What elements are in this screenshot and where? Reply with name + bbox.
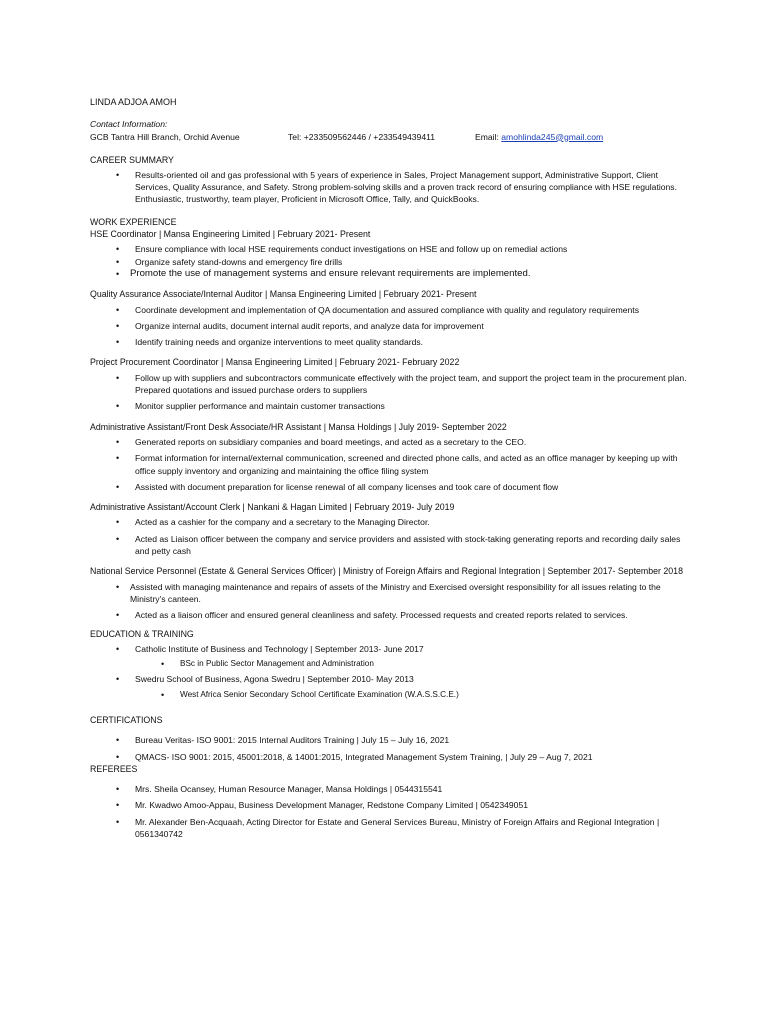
job-title: National Service Personnel (Estate & General Services Officer) | Ministry of Foreign Affairs and Regional Integration | September 2017- September 2018 — [90, 566, 683, 577]
job-bullet: • Acted as Liaison officer between the company and service providers and assisted with stock-taking generating reports and recording daily sales and petty cash — [90, 533, 690, 558]
job-bullets — [90, 243, 690, 280]
job-bullets — [90, 372, 690, 413]
job-bullet: • Acted as a cashier for the company and a secretary to the Managing Director. — [90, 516, 690, 528]
job-bullets — [90, 581, 690, 622]
job-bullet: • Ensure compliance with local HSE requirements conduct investigations on HSE and follow up on remedial actions — [90, 243, 690, 255]
referee-item: • Mrs. Sheila Ocansey, Human Resource Manager, Mansa Holdings | 0544315541 — [90, 783, 690, 795]
job-bullets — [90, 516, 690, 557]
job-title: Administrative Assistant/Account Clerk | Nankani & Hagan Limited | February 2019- July 2019 — [90, 502, 455, 513]
education-heading: EDUCATION & TRAINING — [90, 628, 194, 639]
education-list — [90, 643, 690, 655]
email-link[interactable]: amohlinda245@gmail.com — [501, 131, 604, 142]
career-summary-bullet: • Results-oriented oil and gas professional with 5 years of experience in Sales, Project Management support, Administrative Support, Client Services, Quality Assurance, and Safety. Strong problem-solving skills and a proven track record of ensuring compliance with HSE regulations. Enthusiastic, trustworthy, team player, Proficient in Microsoft Office, Tally, and QuickBooks. — [90, 169, 690, 206]
job-bullet: • Assisted with managing maintenance and repairs of assets of the Ministry and Exercised oversight responsibility for all issues relating to the Ministry's canteen. — [90, 581, 690, 606]
email-label: Email: — [475, 131, 499, 142]
job-bullet: • Monitor supplier performance and maintain customer transactions — [90, 400, 690, 412]
referee-item: • Mr. Kwadwo Amoo-Appau, Business Development Manager, Redstone Company Limited | 0542349051 — [90, 799, 690, 811]
job-bullets — [90, 436, 690, 493]
education-list — [90, 673, 690, 685]
contact-address: GCB Tantra Hill Branch, Orchid Avenue — [90, 131, 240, 142]
resume-document — [90, 96, 690, 844]
job-bullet: • Identify training needs and organize interventions to meet quality standards. — [90, 336, 690, 348]
education-detail: • West Africa Senior Secondary School Certificate Examination (W.A.S.S.C.E.) — [90, 689, 690, 701]
job-bullet: • Assisted with document preparation for license renewal of all company licenses and took care of document flow — [90, 481, 690, 493]
certification-item: • Bureau Veritas- ISO 9001: 2015 Internal Auditors Training | July 15 – July 16, 2021 — [90, 734, 690, 746]
job-bullets — [90, 304, 690, 349]
job-bullet: • Promote the use of management systems and ensure relevant requirements are implemented. — [90, 268, 690, 280]
education-detail-list — [90, 689, 690, 701]
education-school: • Catholic Institute of Business and Technology | September 2013- June 2017 — [90, 643, 690, 655]
education-school: • Swedru School of Business, Agona Swedru | September 2010- May 2013 — [90, 673, 690, 685]
job-bullet: • Generated reports on subsidiary companies and board meetings, and acted as a secretary to the CEO. — [90, 436, 690, 448]
career-summary-list — [90, 169, 690, 206]
certifications-list — [90, 734, 690, 763]
job-title: Project Procurement Coordinator | Mansa Engineering Limited | February 2021- February 2022 — [90, 357, 460, 368]
job-title: HSE Coordinator | Mansa Engineering Limited | February 2021- Present — [90, 229, 371, 240]
contact-row — [90, 131, 690, 144]
work-experience-heading: WORK EXPERIENCE — [90, 216, 177, 227]
job-title: Quality Assurance Associate/Internal Auditor | Mansa Engineering Limited | February 2021- Present — [90, 289, 477, 300]
education-detail: • BSc in Public Sector Management and Administration — [90, 658, 690, 670]
referees-list — [90, 783, 690, 840]
job-bullet: • Organize safety stand-downs and emergency fire drills — [90, 256, 690, 268]
referee-item: • Mr. Alexander Ben-Acquaah, Acting Director for Estate and General Services Bureau, Ministry of Foreign Affairs and Regional Integration | 0561340742 — [90, 816, 690, 841]
certifications-heading: CERTIFICATIONS — [90, 714, 163, 725]
job-bullet: • Follow up with suppliers and subcontractors communicate effectively with the project team, and support the project team in the procurement plan. Prepared quotations and issued purchase orders to suppliers — [90, 372, 690, 397]
job-bullet: • Acted as a liaison officer and ensured general cleanliness and safety. Processed requests and created reports related to services. — [90, 609, 690, 621]
certification-item: • QMACS- ISO 9001: 2015, 45001:2018, & 14001:2015, Integrated Management System Training, | July 29 – Aug 7, 2021 — [90, 751, 690, 763]
education-detail-list — [90, 658, 690, 670]
job-bullet: • Coordinate development and implementation of QA documentation and assured compliance with quality and regulatory requirements — [90, 304, 690, 316]
contact-telephone: Tel: +233509562446 / +233549439411 — [288, 131, 436, 142]
career-summary-heading: CAREER SUMMARY — [90, 154, 174, 165]
candidate-name: LINDA ADJOA AMOH — [90, 97, 177, 107]
contact-email — [475, 131, 603, 143]
job-title: Administrative Assistant/Front Desk Associate/HR Assistant | Mansa Holdings | July 2019- September 2022 — [90, 421, 507, 432]
job-bullet: • Format information for internal/external communication, screened and directed phone calls, and acted as an office manager by keeping up with office supply inventory and organizing and maintaining the office filing system — [90, 452, 690, 477]
referees-heading: REFEREES — [90, 763, 138, 774]
job-bullet: • Organize internal audits, document internal audit reports, and analyze data for improvement — [90, 320, 690, 332]
contact-label: Contact Information: — [90, 119, 168, 130]
